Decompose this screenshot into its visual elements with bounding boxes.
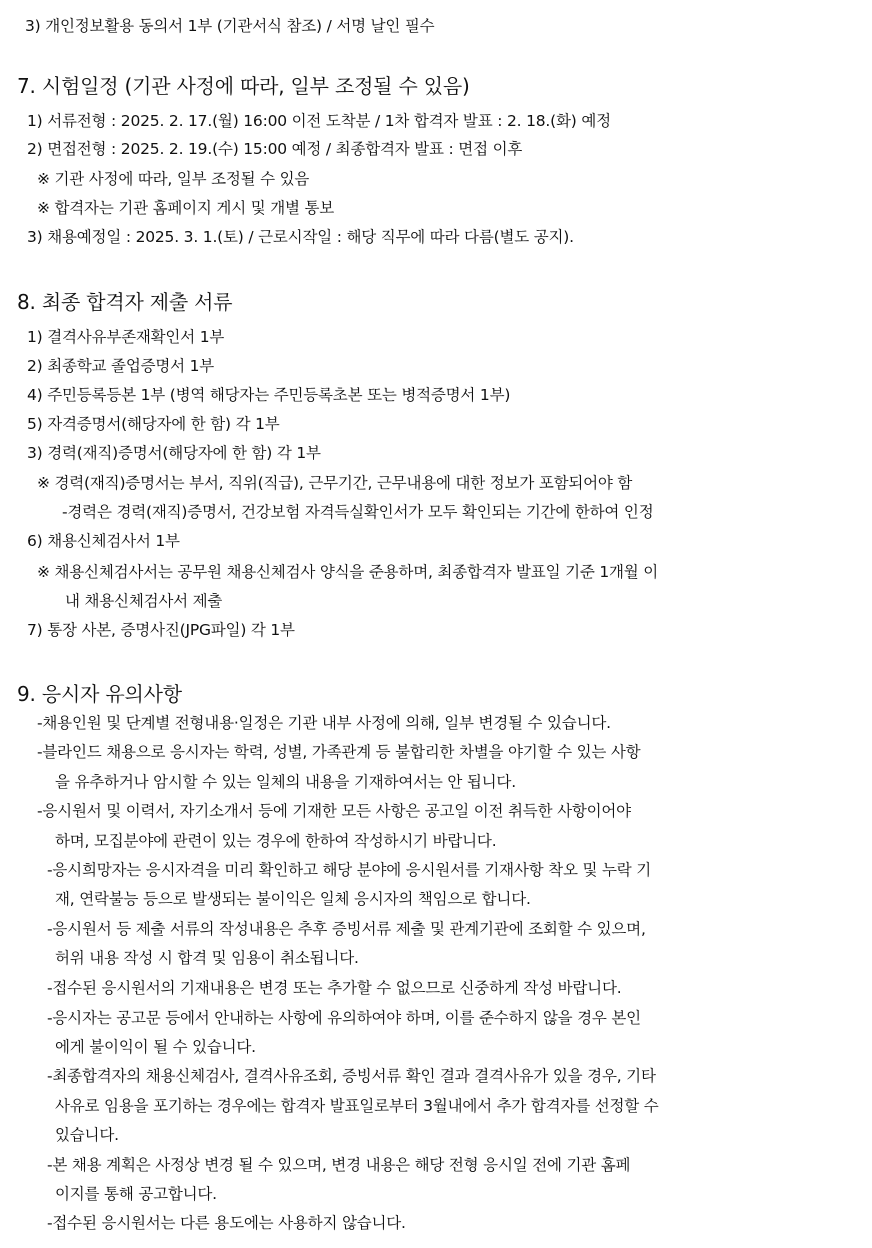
- notice-item-continuation: 에게 불이익이 될 수 있습니다.: [55, 1038, 256, 1056]
- document-item: 4) 주민등록등본 1부 (병역 해당자는 주민등록초본 또는 병적증명서 1부): [27, 386, 511, 404]
- consent-form-line: 3) 개인정보활용 동의서 1부 (기관서식 참조) / 서명 날인 필수: [25, 17, 435, 35]
- schedule-item: 1) 서류전형 : 2025. 2. 17.(월) 16:00 이전 도착분 / 1차 합격자 발표 : 2. 18.(화) 예정: [27, 112, 611, 130]
- notice-item: -응시원서 등 제출 서류의 작성내용은 추후 증빙서류 제출 및 관계기관에 조회할 수 있으며,: [47, 920, 646, 938]
- document-note-continuation: 내 채용신체검사서 제출: [65, 592, 223, 610]
- section-9-title: 9. 응시자 유의사항: [17, 682, 182, 706]
- schedule-item: 2) 면접전형 : 2025. 2. 19.(수) 15:00 예정 / 최종합격자 발표 : 면접 이후: [27, 140, 523, 158]
- document-item: 5) 자격증명서(해당자에 한 함) 각 1부: [27, 415, 280, 433]
- document-note: ※ 채용신체검사서는 공무원 채용신체검사 양식을 준용하며, 최종합격자 발표일 기준 1개월 이: [37, 563, 659, 581]
- notice-item-continuation: 있습니다.: [55, 1126, 119, 1144]
- notice-item: -채용인원 및 단계별 전형내용·일정은 기관 내부 사정에 의해, 일부 변경될 수 있습니다.: [37, 714, 611, 732]
- schedule-note: ※ 합격자는 기관 홈페이지 게시 및 개별 통보: [37, 199, 335, 217]
- notice-item: -블라인드 채용으로 응시자는 학력, 성별, 가족관계 등 불합리한 차별을 야기할 수 있는 사항: [37, 743, 641, 761]
- notice-item-continuation: 하며, 모집분야에 관련이 있는 경우에 한하여 작성하시기 바랍니다.: [55, 832, 497, 850]
- schedule-item: 3) 채용예정일 : 2025. 3. 1.(토) / 근로시작일 : 해당 직무에 따라 다름(별도 공지).: [27, 228, 574, 246]
- notice-item-continuation: 을 유추하거나 암시할 수 있는 일체의 내용을 기재하여서는 안 됩니다.: [55, 773, 516, 791]
- document-item: 2) 최종학교 졸업증명서 1부: [27, 357, 215, 375]
- schedule-note: ※ 기관 사정에 따라, 일부 조정될 수 있음: [37, 170, 310, 188]
- section-7-title: 7. 시험일정 (기관 사정에 따라, 일부 조정될 수 있음): [17, 74, 470, 98]
- notice-item: -응시원서 및 이력서, 자기소개서 등에 기재한 모든 사항은 공고일 이전 취득한 사항이어야: [37, 802, 631, 820]
- notice-item: -접수된 응시원서는 다른 용도에는 사용하지 않습니다.: [47, 1214, 406, 1232]
- notice-item: -접수된 응시원서의 기재내용은 변경 또는 추가할 수 없으므로 신중하게 작성 바랍니다.: [47, 979, 622, 997]
- document-item: 1) 결격사유부존재확인서 1부: [27, 328, 225, 346]
- notice-item-continuation: 허위 내용 작성 시 합격 및 임용이 취소됩니다.: [55, 949, 359, 967]
- notice-item-continuation: 재, 연락불능 등으로 발생되는 불이익은 일체 응시자의 책임으로 합니다.: [55, 890, 531, 908]
- document-item: 6) 채용신체검사서 1부: [27, 532, 180, 550]
- document-item: 3) 경력(재직)증명서(해당자에 한 함) 각 1부: [27, 444, 321, 462]
- notice-item: -본 채용 계획은 사정상 변경 될 수 있으며, 변경 내용은 해당 전형 응시일 전에 기관 홈페: [47, 1156, 631, 1174]
- document-subnote: -경력은 경력(재직)증명서, 건강보험 자격득실확인서가 모두 확인되는 기간에 한하여 인정: [62, 503, 654, 521]
- notice-item: -응시자는 공고문 등에서 안내하는 사항에 유의하여야 하며, 이를 준수하지 않을 경우 본인: [47, 1009, 641, 1027]
- notice-item-continuation: 사유로 임용을 포기하는 경우에는 합격자 발표일로부터 3월내에서 추가 합격자를 선정할 수: [55, 1097, 659, 1115]
- notice-item: -최종합격자의 채용신체검사, 결격사유조회, 증빙서류 확인 결과 결격사유가 있을 경우, 기타: [47, 1067, 656, 1085]
- notice-item: -응시희망자는 응시자격을 미리 확인하고 해당 분야에 응시원서를 기재사항 착오 및 누락 기: [47, 861, 651, 879]
- section-8-title: 8. 최종 합격자 제출 서류: [17, 290, 233, 314]
- notice-item-continuation: 이지를 통해 공고합니다.: [55, 1185, 217, 1203]
- document-note: ※ 경력(재직)증명서는 부서, 직위(직급), 근무기간, 근무내용에 대한 정보가 포함되어야 함: [37, 474, 633, 492]
- document-item: 7) 통장 사본, 증명사진(JPG파일) 각 1부: [27, 621, 295, 639]
